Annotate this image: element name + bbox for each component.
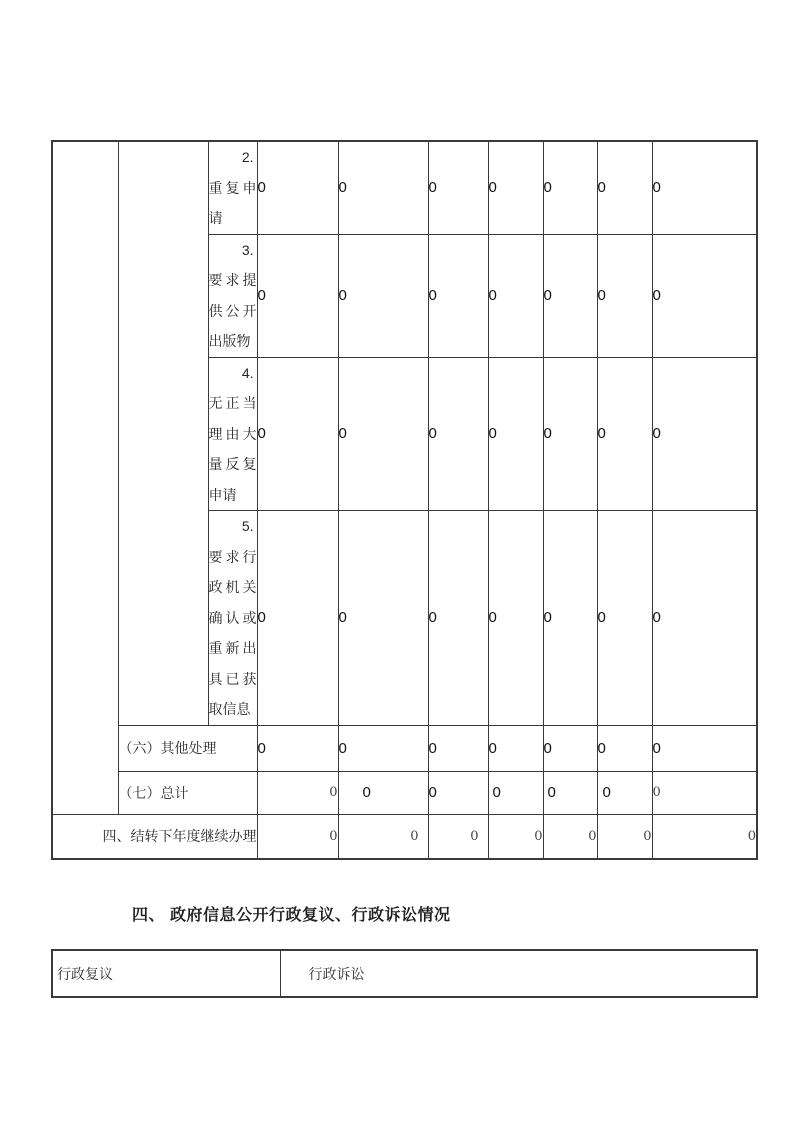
row-label: （七）总计 xyxy=(118,771,257,814)
data-cell: 0 xyxy=(543,141,597,234)
row-label xyxy=(208,511,257,726)
data-cell: 0 xyxy=(543,814,597,859)
row-number: 5. xyxy=(241,518,254,534)
data-cell: 0 xyxy=(488,814,543,859)
data-cell: 0 xyxy=(652,814,757,859)
data-cell: 0 xyxy=(488,357,543,511)
header-admin-litigation: 行政诉讼 xyxy=(280,950,757,997)
data-cell: 0 xyxy=(597,234,652,357)
data-cell: 0 xyxy=(257,814,338,859)
data-cell: 0 xyxy=(257,771,338,814)
data-cell: 0 xyxy=(543,725,597,771)
data-cell: 0 xyxy=(652,234,757,357)
data-cell: 0 xyxy=(428,234,488,357)
data-cell: 0 xyxy=(428,771,488,814)
section4-heading: 四、 政府信息公开行政复议、行政诉讼情况 xyxy=(132,907,451,924)
row-number: 4. xyxy=(241,364,254,381)
data-cell: 0 xyxy=(652,357,757,511)
data-cell: 0 xyxy=(543,357,597,511)
data-cell: 0 xyxy=(597,725,652,771)
data-cell: 0 xyxy=(428,725,488,771)
data-cell: 0 xyxy=(428,357,488,511)
data-cell: 0 xyxy=(652,725,757,771)
data-cell: 0 xyxy=(652,141,757,234)
data-cell: 0 xyxy=(597,771,652,814)
merged-empty-cell-outer xyxy=(52,141,118,814)
row-label-text: 重复申请 xyxy=(208,179,257,226)
data-cell: 0 xyxy=(338,771,428,814)
data-cell: 0 xyxy=(543,234,597,357)
row-label-text: 要求行政机关确认或重新出具已获取信息 xyxy=(208,548,257,717)
row-number: 3. xyxy=(241,241,254,258)
data-cell: 0 xyxy=(257,234,338,357)
data-cell: 0 xyxy=(652,511,757,726)
row-label-text: 无正当理由大量反复申请 xyxy=(208,395,257,503)
data-cell: 0 xyxy=(488,234,543,357)
row-number: 2. xyxy=(241,149,254,165)
data-cell: 0 xyxy=(488,771,543,814)
info-disclosure-processing-table xyxy=(51,140,758,860)
row-label: 四、结转下年度继续办理 xyxy=(52,814,257,859)
data-cell: 0 xyxy=(428,814,488,859)
data-cell: 0 xyxy=(338,511,428,726)
data-cell: 0 xyxy=(597,511,652,726)
data-cell: 0 xyxy=(338,234,428,357)
data-cell: 0 xyxy=(597,814,652,859)
table-row xyxy=(52,950,757,997)
data-cell: 0 xyxy=(338,141,428,234)
data-cell: 0 xyxy=(257,141,338,234)
table-row xyxy=(52,141,757,234)
data-cell: 0 xyxy=(428,141,488,234)
data-cell: 0 xyxy=(597,357,652,511)
data-cell: 0 xyxy=(257,511,338,726)
data-cell: 0 xyxy=(543,511,597,726)
review-litigation-table xyxy=(51,949,758,998)
row-label xyxy=(208,357,257,511)
row-label-text: 要求提供公开出版物 xyxy=(208,272,257,349)
data-cell: 0 xyxy=(257,725,338,771)
data-cell: 0 xyxy=(257,357,338,511)
header-admin-review: 行政复议 xyxy=(52,950,280,997)
data-cell: 0 xyxy=(338,814,428,859)
data-cell: 0 xyxy=(488,141,543,234)
data-cell: 0 xyxy=(338,357,428,511)
data-cell: 0 xyxy=(428,511,488,726)
table-row-carry-over xyxy=(52,814,757,859)
data-cell: 0 xyxy=(488,511,543,726)
data-cell: 0 xyxy=(488,725,543,771)
data-cell: 0 xyxy=(543,771,597,814)
data-cell: 0 xyxy=(338,725,428,771)
row-label xyxy=(208,141,257,234)
data-cell: 0 xyxy=(597,141,652,234)
row-label: （六）其他处理 xyxy=(118,725,257,771)
table-row-other-processing xyxy=(52,725,757,771)
merged-empty-cell-inner xyxy=(118,141,208,725)
row-label xyxy=(208,234,257,357)
data-cell: 0 xyxy=(652,771,757,814)
table-row-total xyxy=(52,771,757,814)
